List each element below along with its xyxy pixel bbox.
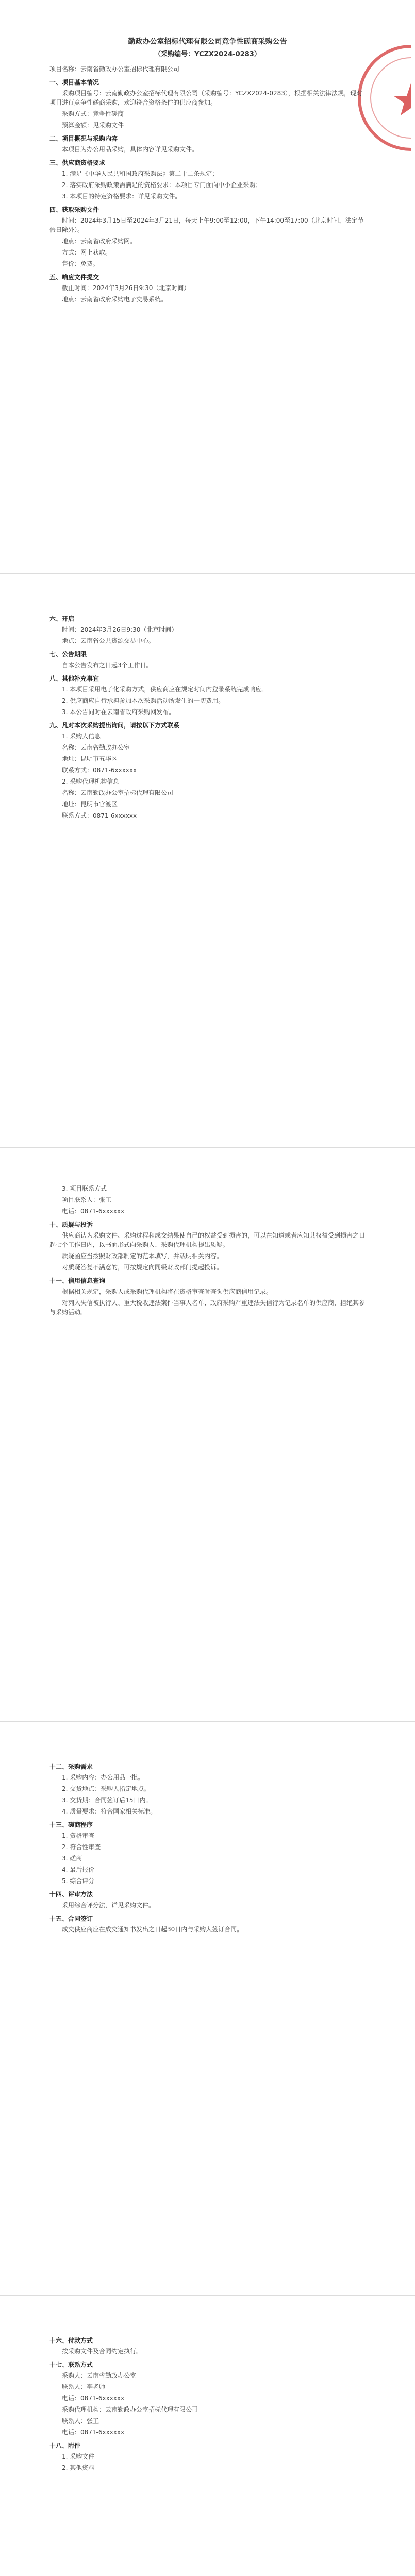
p1-heading-11: 四、获取采购文件 bbox=[49, 206, 99, 213]
p4-line-14: 成交供应商应在成交通知书发出之日起30日内与采购人签订合同。 bbox=[62, 1926, 243, 1933]
p3-line-1: 项目联系人：张工 bbox=[62, 1196, 112, 1204]
p2-line-16: 地址：昆明市官渡区 bbox=[62, 801, 118, 808]
p4-heading-5: 十三、磋商程序 bbox=[49, 1821, 93, 1828]
p4-line-12: 采用综合评分法，详见采购文件。 bbox=[62, 1902, 155, 1909]
p1-line-3: 采购方式：竞争性磋商 bbox=[62, 110, 124, 117]
p2-line-4: 自本公告发布之日起3个工作日。 bbox=[62, 662, 153, 669]
p4-heading-13: 十五、合同签订 bbox=[49, 1915, 93, 1922]
p3-line-8: 根据相关规定，采购人或采购代理机构将在资格审查时查询供应商信用记录。 bbox=[62, 1288, 273, 1295]
document-title: 勤政办公室招标代理有限公司竞争性磋商采购公告 bbox=[128, 38, 287, 46]
p2-line-2: 地点：云南省公共资源交易中心。 bbox=[62, 637, 155, 645]
p1-line-0: 项目名称：云南省勤政办公室招标代理有限公司 bbox=[49, 65, 180, 73]
p1-heading-5: 二、项目概况与采购内容 bbox=[49, 135, 118, 142]
p5-heading-0: 十六、付款方式 bbox=[49, 2337, 93, 2344]
p5-line-5: 电话：0871-6xxxxxx bbox=[62, 2395, 125, 2402]
p4-line-7: 2. 符合性审查 bbox=[62, 1843, 101, 1851]
p4-line-1: 1. 采购内容：办公用品一批。 bbox=[62, 1774, 144, 1781]
p2-heading-0: 六、开启 bbox=[49, 615, 75, 622]
p2-heading-5: 八、其他补充事宜 bbox=[49, 675, 99, 682]
p1-line-9: 2. 落实政府采购政策需满足的资格要求：本项目专门面向中小企业采购； bbox=[62, 181, 262, 189]
p5-line-8: 电话：0871-6xxxxxx bbox=[62, 2429, 125, 2436]
p4-line-8: 3. 磋商 bbox=[62, 1855, 82, 1862]
p2-line-6: 1. 本项目采用电子化采购方式，供应商应在规定时间内登录系统完成响应。 bbox=[62, 686, 268, 693]
p1-line-18: 地点：云南省政府采购电子交易系统。 bbox=[62, 296, 168, 303]
p3-heading-3: 十、质疑与投诉 bbox=[49, 1221, 93, 1228]
p3-line-0: 3. 项目联系方式 bbox=[62, 1185, 107, 1192]
document-subtitle: （采购编号：YCZX2024-0283） bbox=[154, 50, 261, 58]
p2-line-15: 名称：云南勤政办公室招标代理有限公司 bbox=[62, 789, 174, 796]
p5-line-3: 采购人：云南省勤政办公室 bbox=[62, 2372, 137, 2379]
p2-line-14: 2. 采购代理机构信息 bbox=[62, 778, 120, 785]
page-4-content bbox=[49, 1758, 366, 1936]
p5-line-6: 采购代理机构：云南勤政办公室招标代理有限公司 bbox=[62, 2406, 198, 2413]
p1-line-2: 采购项目编号：云南勤政办公室招标代理有限公司（采购编号：YCZX2024-0283），根据相关法律法规，现对项目进行竞争性磋商采购，欢迎符合资格条件的供应商参加。 bbox=[49, 90, 362, 106]
p2-line-8: 3. 本公告同时在云南省政府采购网发布。 bbox=[62, 708, 175, 716]
p5-line-10: 1. 采购文件 bbox=[62, 2453, 95, 2460]
p5-line-1: 按采购文件及合同约定执行。 bbox=[62, 2348, 143, 2355]
p3-line-5: 质疑函应当按照财政部制定的范本填写，并载明相关内容。 bbox=[62, 1252, 223, 1260]
p1-line-6: 本项目为办公用品采购，具体内容详见采购文件。 bbox=[62, 146, 198, 153]
p2-line-1: 时间：2024年3月26日9:30（北京时间） bbox=[62, 626, 178, 633]
p1-line-12: 时间：2024年3月15日至2024年3月21日，每天上午9:00至12:00，下午14:00至17:00（北京时间，法定节假日除外）。 bbox=[49, 217, 364, 233]
p3-heading-7: 十一、信用信息查询 bbox=[49, 1277, 106, 1284]
p1-line-4: 预算金额：见采购文件 bbox=[62, 122, 124, 129]
page-5 bbox=[0, 2296, 415, 2576]
p1-heading-1: 一、项目基本情况 bbox=[49, 79, 99, 86]
page-2 bbox=[0, 574, 415, 1148]
page-4 bbox=[0, 1722, 415, 2296]
p4-line-6: 1. 资格审查 bbox=[62, 1832, 95, 1839]
p4-line-4: 4. 质量要求：符合国家相关标准。 bbox=[62, 1808, 157, 1815]
p4-line-3: 3. 交货期：合同签订后15日内。 bbox=[62, 1797, 152, 1804]
p2-line-10: 1. 采购人信息 bbox=[62, 733, 101, 740]
page-3-content bbox=[49, 1184, 366, 1319]
p1-line-8: 1. 满足《中华人民共和国政府采购法》第二十二条规定； bbox=[62, 170, 219, 177]
p4-heading-11: 十四、评审方法 bbox=[49, 1891, 93, 1898]
page-1-content bbox=[49, 36, 366, 306]
p3-line-9: 对列入失信被执行人、重大税收违法案件当事人名单、政府采购严重违法失信行为记录名单的供应商，拒绝其参与采购活动。 bbox=[49, 1299, 366, 1316]
p3-line-2: 电话：0871-6xxxxxx bbox=[62, 1208, 125, 1215]
p2-line-13: 联系方式：0871-6xxxxxx bbox=[62, 767, 137, 774]
p1-line-15: 售价：免费。 bbox=[62, 260, 99, 267]
p3-line-6: 对质疑答复不满意的，可按规定向同级财政部门提起投诉。 bbox=[62, 1264, 223, 1271]
p5-heading-2: 十七、联系方式 bbox=[49, 2361, 93, 2368]
p5-line-7: 联系人：张工 bbox=[62, 2417, 99, 2425]
p2-line-11: 名称：云南省勤政办公室 bbox=[62, 744, 130, 751]
page-1 bbox=[0, 0, 415, 574]
page-2-content bbox=[49, 610, 366, 822]
p4-line-9: 4. 最后报价 bbox=[62, 1866, 95, 1873]
p1-heading-16: 五、响应文件提交 bbox=[49, 274, 99, 281]
p1-line-17: 截止时间：2024年3月26日9:30（北京时间） bbox=[62, 284, 190, 292]
p1-line-13: 地点：云南省政府采购网。 bbox=[62, 238, 137, 245]
p3-line-4: 供应商认为采购文件、采购过程和成交结果使自己的权益受到损害的，可以在知道或者应知其权益受到损害之日起七个工作日内，以书面形式向采购人、采购代理机构提出质疑。 bbox=[49, 1232, 366, 1248]
p5-line-11: 2. 其他资料 bbox=[62, 2464, 95, 2471]
p2-heading-9: 九、凡对本次采购提出询问，请按以下方式联系 bbox=[49, 722, 180, 729]
page-3 bbox=[0, 1148, 415, 1722]
p5-heading-9: 十八、附件 bbox=[49, 2442, 81, 2449]
p1-heading-7: 三、供应商资格要求 bbox=[49, 159, 106, 166]
p1-line-14: 方式：网上获取。 bbox=[62, 249, 112, 256]
p4-line-2: 2. 交货地点：采购人指定地点。 bbox=[62, 1785, 151, 1792]
p2-line-17: 联系方式：0871-6xxxxxx bbox=[62, 812, 137, 819]
p4-heading-0: 十二、采购需求 bbox=[49, 1763, 93, 1770]
p4-line-10: 5. 综合评分 bbox=[62, 1877, 95, 1885]
p1-line-10: 3. 本项目的特定资格要求：详见采购文件。 bbox=[62, 193, 181, 200]
page-5-content bbox=[49, 2332, 366, 2475]
p2-line-12: 地址：昆明市五华区 bbox=[62, 755, 118, 762]
p2-line-7: 2. 供应商应自行承担参加本次采购活动所发生的一切费用。 bbox=[62, 697, 225, 704]
p5-line-4: 联系人：李老师 bbox=[62, 2383, 106, 2391]
p2-heading-3: 七、公告期限 bbox=[49, 651, 87, 658]
